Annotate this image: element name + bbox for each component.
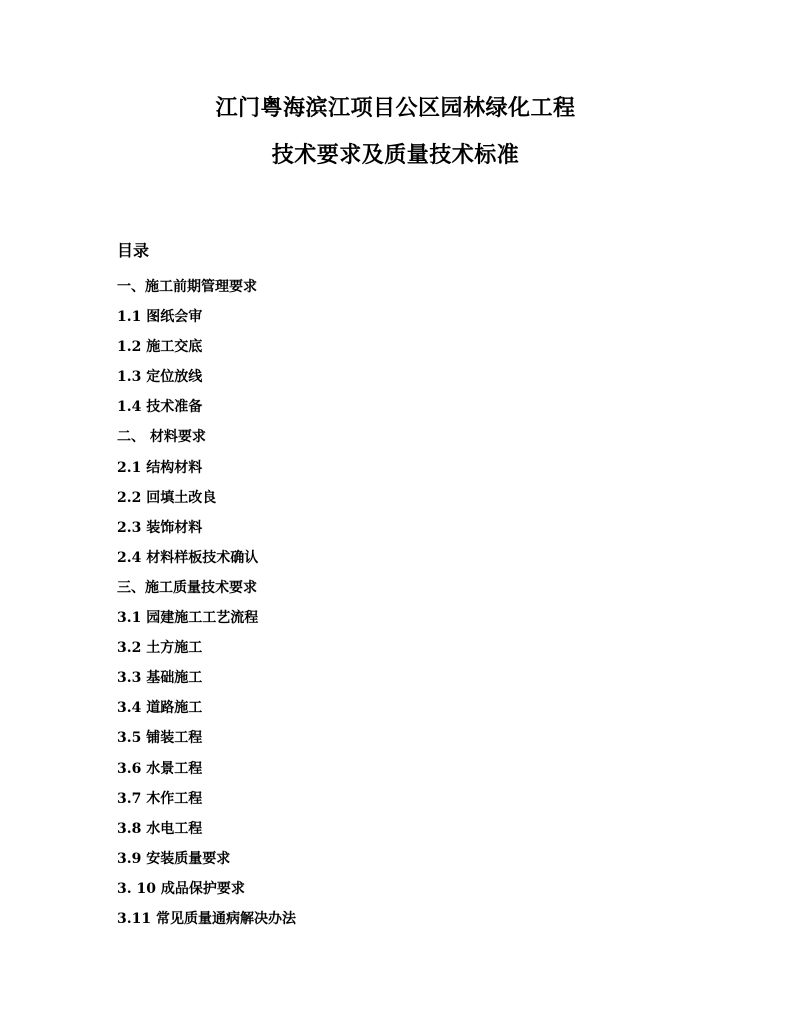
toc-item: 3.4 道路施工	[117, 700, 203, 717]
toc-item: 2.1 结构材料	[117, 459, 203, 476]
toc-item: 2.2 回填土改良	[117, 489, 217, 506]
toc-item: 3.1 园建施工工艺流程	[117, 610, 259, 627]
toc-item: 3.6 水景工程	[117, 760, 203, 777]
toc-item: 1.2 施工交底	[117, 339, 203, 356]
toc-item: 2.3 装饰材料	[117, 519, 203, 536]
toc-item: 3. 10 成品保护要求	[117, 880, 245, 897]
toc-item: 3.11 常见质量通病解决办法	[117, 910, 296, 927]
toc-item: 2.4 材料样板技术确认	[117, 549, 259, 566]
toc-item: 3.3 基础施工	[117, 670, 203, 687]
toc-item: 1.1 图纸会审	[117, 309, 203, 326]
toc-item: 1.4 技术准备	[117, 399, 203, 416]
toc-item: 3.8 水电工程	[117, 820, 203, 837]
toc-item: 3.2 土方施工	[117, 640, 203, 657]
toc-item: 1.3 定位放线	[117, 369, 203, 386]
toc-item: 3.9 安装质量要求	[117, 850, 231, 867]
toc-item: 三、施工质量技术要求	[117, 579, 257, 596]
toc-item: 一、施工前期管理要求	[117, 279, 257, 295]
toc-item: 3.5 铺装工程	[117, 730, 203, 747]
toc-heading: 目录	[117, 241, 150, 260]
document-title-line-2: 技术要求及质量技术标准	[271, 142, 520, 168]
document-title-line-1: 江门粤海滨江项目公区园林绿化工程	[215, 95, 576, 121]
toc-item: 二、 材料要求	[117, 429, 206, 446]
table-of-contents	[117, 276, 296, 938]
toc-item: 3.7 木作工程	[117, 790, 203, 807]
